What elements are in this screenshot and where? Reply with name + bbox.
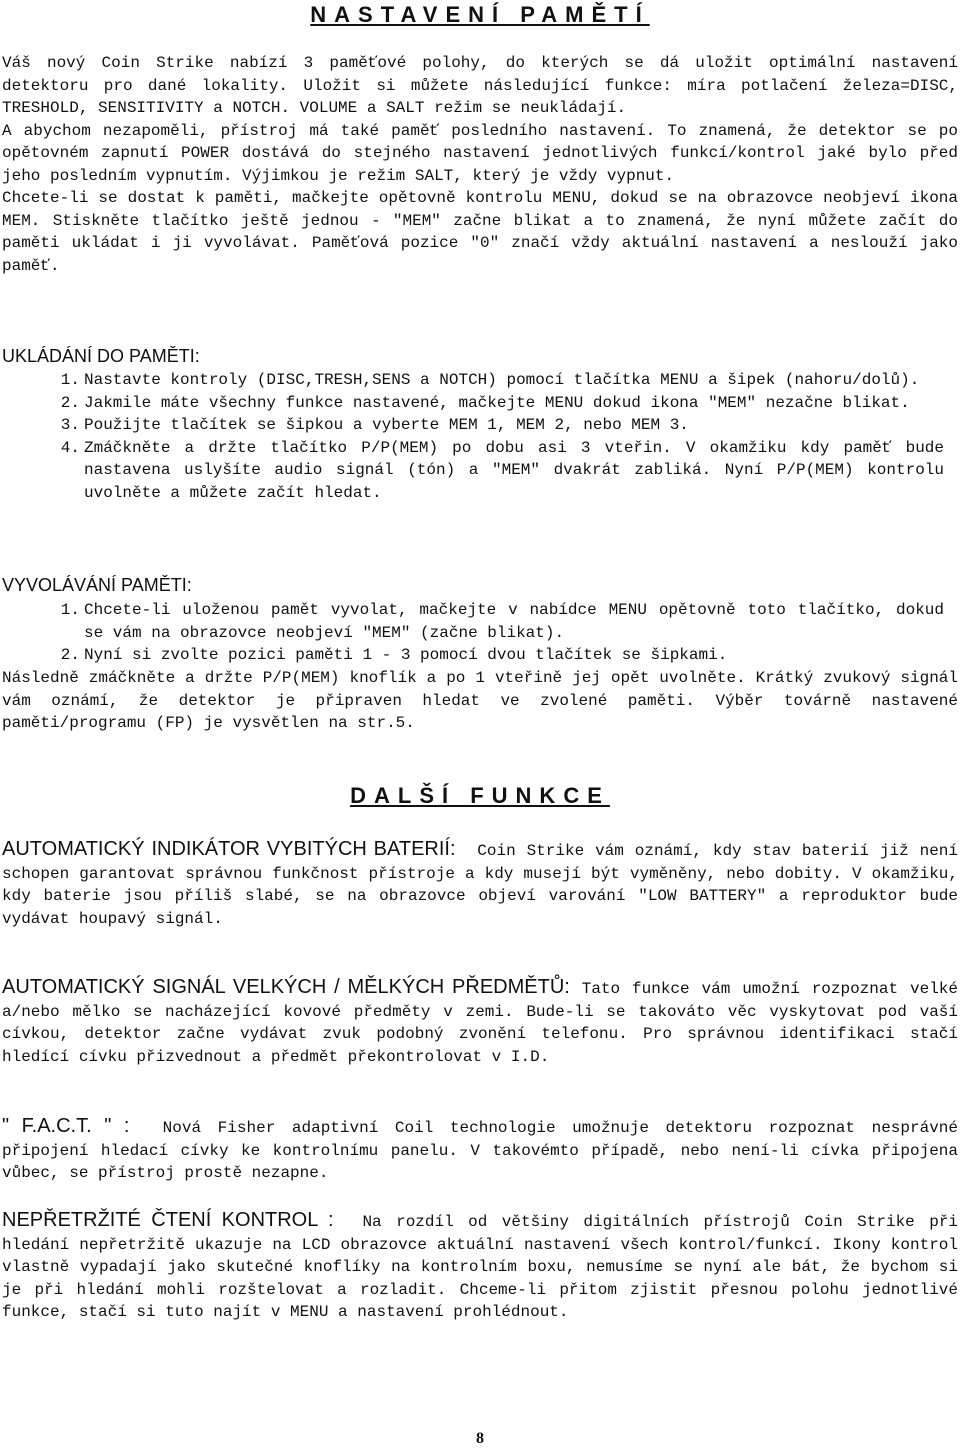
intro-paragraph-3: Chcete-li se dostat k paměti, mačkejte opětovně kontrolu MENU, dokud se na obrazovce neobjeví ikona MEM. Stiskněte tlačítko ještě jednou - "MEM" začne blikat a to znamená, že nyní můžete začít do paměti ukládat i ji vyvolávat. Paměťová pozice "0" značí vždy aktuální nastavení a neslouží jako paměť. bbox=[2, 189, 958, 275]
memory-settings-title: NASTAVENÍ PAMĚTÍ bbox=[310, 2, 650, 27]
save-step-1: 1. Nastavte kontroly (DISC,TRESH,SENS a NOTCH) pomocí tlačítka MENU a šipek (nahoru/dolů). bbox=[60, 371, 920, 389]
function-continuous-readout bbox=[2, 1209, 958, 1324]
large-shallow-text: Tato funkce vám umožní rozpoznat velké a/nebo mělko se nacházející kovové předměty v zemi. Bude-li se takováto věc vyskytovat pod vaší cívkou, detektor začne vydávat zvuk podobný zvonění telefonu. Pro správnou identifikaci stačí hledící cívku přizvednout a předmět překontrolovat v I.D. bbox=[2, 980, 958, 1066]
recall-memory-heading: VYVOLÁVÁNÍ PAMĚTI: bbox=[2, 575, 192, 595]
continuous-readout-text: Na rozdíl od většiny digitálních přístrojů Coin Strike při hledání nepřetržitě ukazuje na LCD obrazovce aktuální nastavení všech kontrol/funkcí. Ikony kontrol vlastně vypadají jako skutečné knoflíky na kontrolním boxu, nemusíme se nyní ale bát, že bychom si je při hledání mohli rozštelovat a rozladit. Chceme-li přitom zjistit přesnou polohu jednotlivé funkce, stačí si tuto najít v MENU a nastavení prohlédnout. bbox=[2, 1213, 959, 1321]
recall-memory-steps bbox=[0, 599, 944, 667]
function-large-shallow bbox=[2, 976, 958, 1068]
recall-step-2: 2. Nyní si zvolte pozici paměti 1 - 3 pomocí dvou tlačítek se šipkami. bbox=[60, 646, 728, 664]
save-step-4: 4. Zmáčkněte a držte tlačítko P/P(MEM) po dobu asi 3 vteřin. V okamžiku kdy paměť bude nastavena uslyšíte audio signál (tón) a "MEM" dvakrát zabliká. Nyní P/P(MEM) kontrolu uvolněte a můžete začít hledat. bbox=[60, 438, 944, 502]
intro-section bbox=[2, 52, 958, 277]
fact-heading: " F.A.C.T. " : bbox=[2, 1115, 130, 1137]
intro-paragraph-1: Váš nový Coin Strike nabízí 3 paměťové polohy, do kterých se dá uložit optimální nastavení detektoru pro dané lokality. Uložit si můžete následující funkce: míra potlačení železa=DISC, TRESHOLD, SENSITIVITY a NOTCH. VOLUME a SALT režim se neukládají. bbox=[2, 54, 958, 117]
battery-indicator-text: Coin Strike vám oznámí, kdy stav baterií již není schopen garantovat správnou funkčnost přístroje a kdy musejí být vyměněny, nebo dobity. V okamžiku, kdy baterie jsou příliš slabé, se na obrazovce objeví varování "LOW BATTERY" a reproduktor bude vydávat houpavý signál. bbox=[2, 842, 958, 928]
battery-indicator-heading: AUTOMATICKÝ INDIKÁTOR VYBITÝCH BATERIÍ: bbox=[2, 838, 456, 860]
function-fact bbox=[2, 1115, 958, 1185]
recall-after-text bbox=[2, 667, 958, 735]
save-memory-heading: UKLÁDÁNÍ DO PAMĚTI: bbox=[2, 346, 200, 366]
continuous-readout-heading: NEPŘETRŽITÉ ČTENÍ KONTROL : bbox=[2, 1209, 334, 1231]
function-battery bbox=[2, 838, 958, 930]
large-shallow-heading: AUTOMATICKÝ SIGNÁL VELKÝCH / MĚLKÝCH PŘEDMĚTŮ: bbox=[2, 976, 570, 998]
save-step-2: 2. Jakmile máte všechny funkce nastavené, mačkejte MENU dokud ikona "MEM" nezačne blikat. bbox=[60, 393, 910, 412]
recall-step-1: 1. Chcete-li uloženou pamět vyvolat, mačkejte v nabídce MENU opětovně toto tlačítko, dokud se vám na obrazovce neobjeví "MEM" (začne blikat). bbox=[60, 601, 944, 642]
intro-paragraph-2: A abychom nezapoměli, přístroj má také paměť posledního nastavení. To znamená, že detektor se po opětovném zapnutí POWER dostává do stejného nastavení jednotlivých funkcí/kontrol jaké bylo před jeho posledním vypnutím. Výjimkou je režim SALT, který je vždy vypnut. bbox=[2, 121, 958, 185]
other-functions-title: DALŠÍ FUNKCE bbox=[350, 783, 610, 808]
save-memory-steps bbox=[0, 369, 944, 504]
page-number: 8 bbox=[476, 1430, 484, 1447]
fact-text: Nová Fisher adaptivní Coil technologie umožnuje detektoru rozpoznat nesprávné připojení hledací cívky ke kontrolnímu panelu. V takovémto případě, nebo není-li cívka připojena vůbec, se přístroj prostě nezapne. bbox=[2, 1119, 959, 1182]
save-step-3: 3. Použijte tlačítek se šipkou a vyberte MEM 1, MEM 2, nebo MEM 3. bbox=[60, 416, 689, 434]
recall-after-paragraph: Následně zmáčkněte a držte P/P(MEM) knoflík a po 1 vteřině jej opět uvolněte. Krátký zvukový signál vám oznámí, že detektor je připraven hledat ve zvolené paměti. Výběr továrně nastavené paměti/programu (FP) je vysvětlen na str.5. bbox=[2, 669, 958, 732]
